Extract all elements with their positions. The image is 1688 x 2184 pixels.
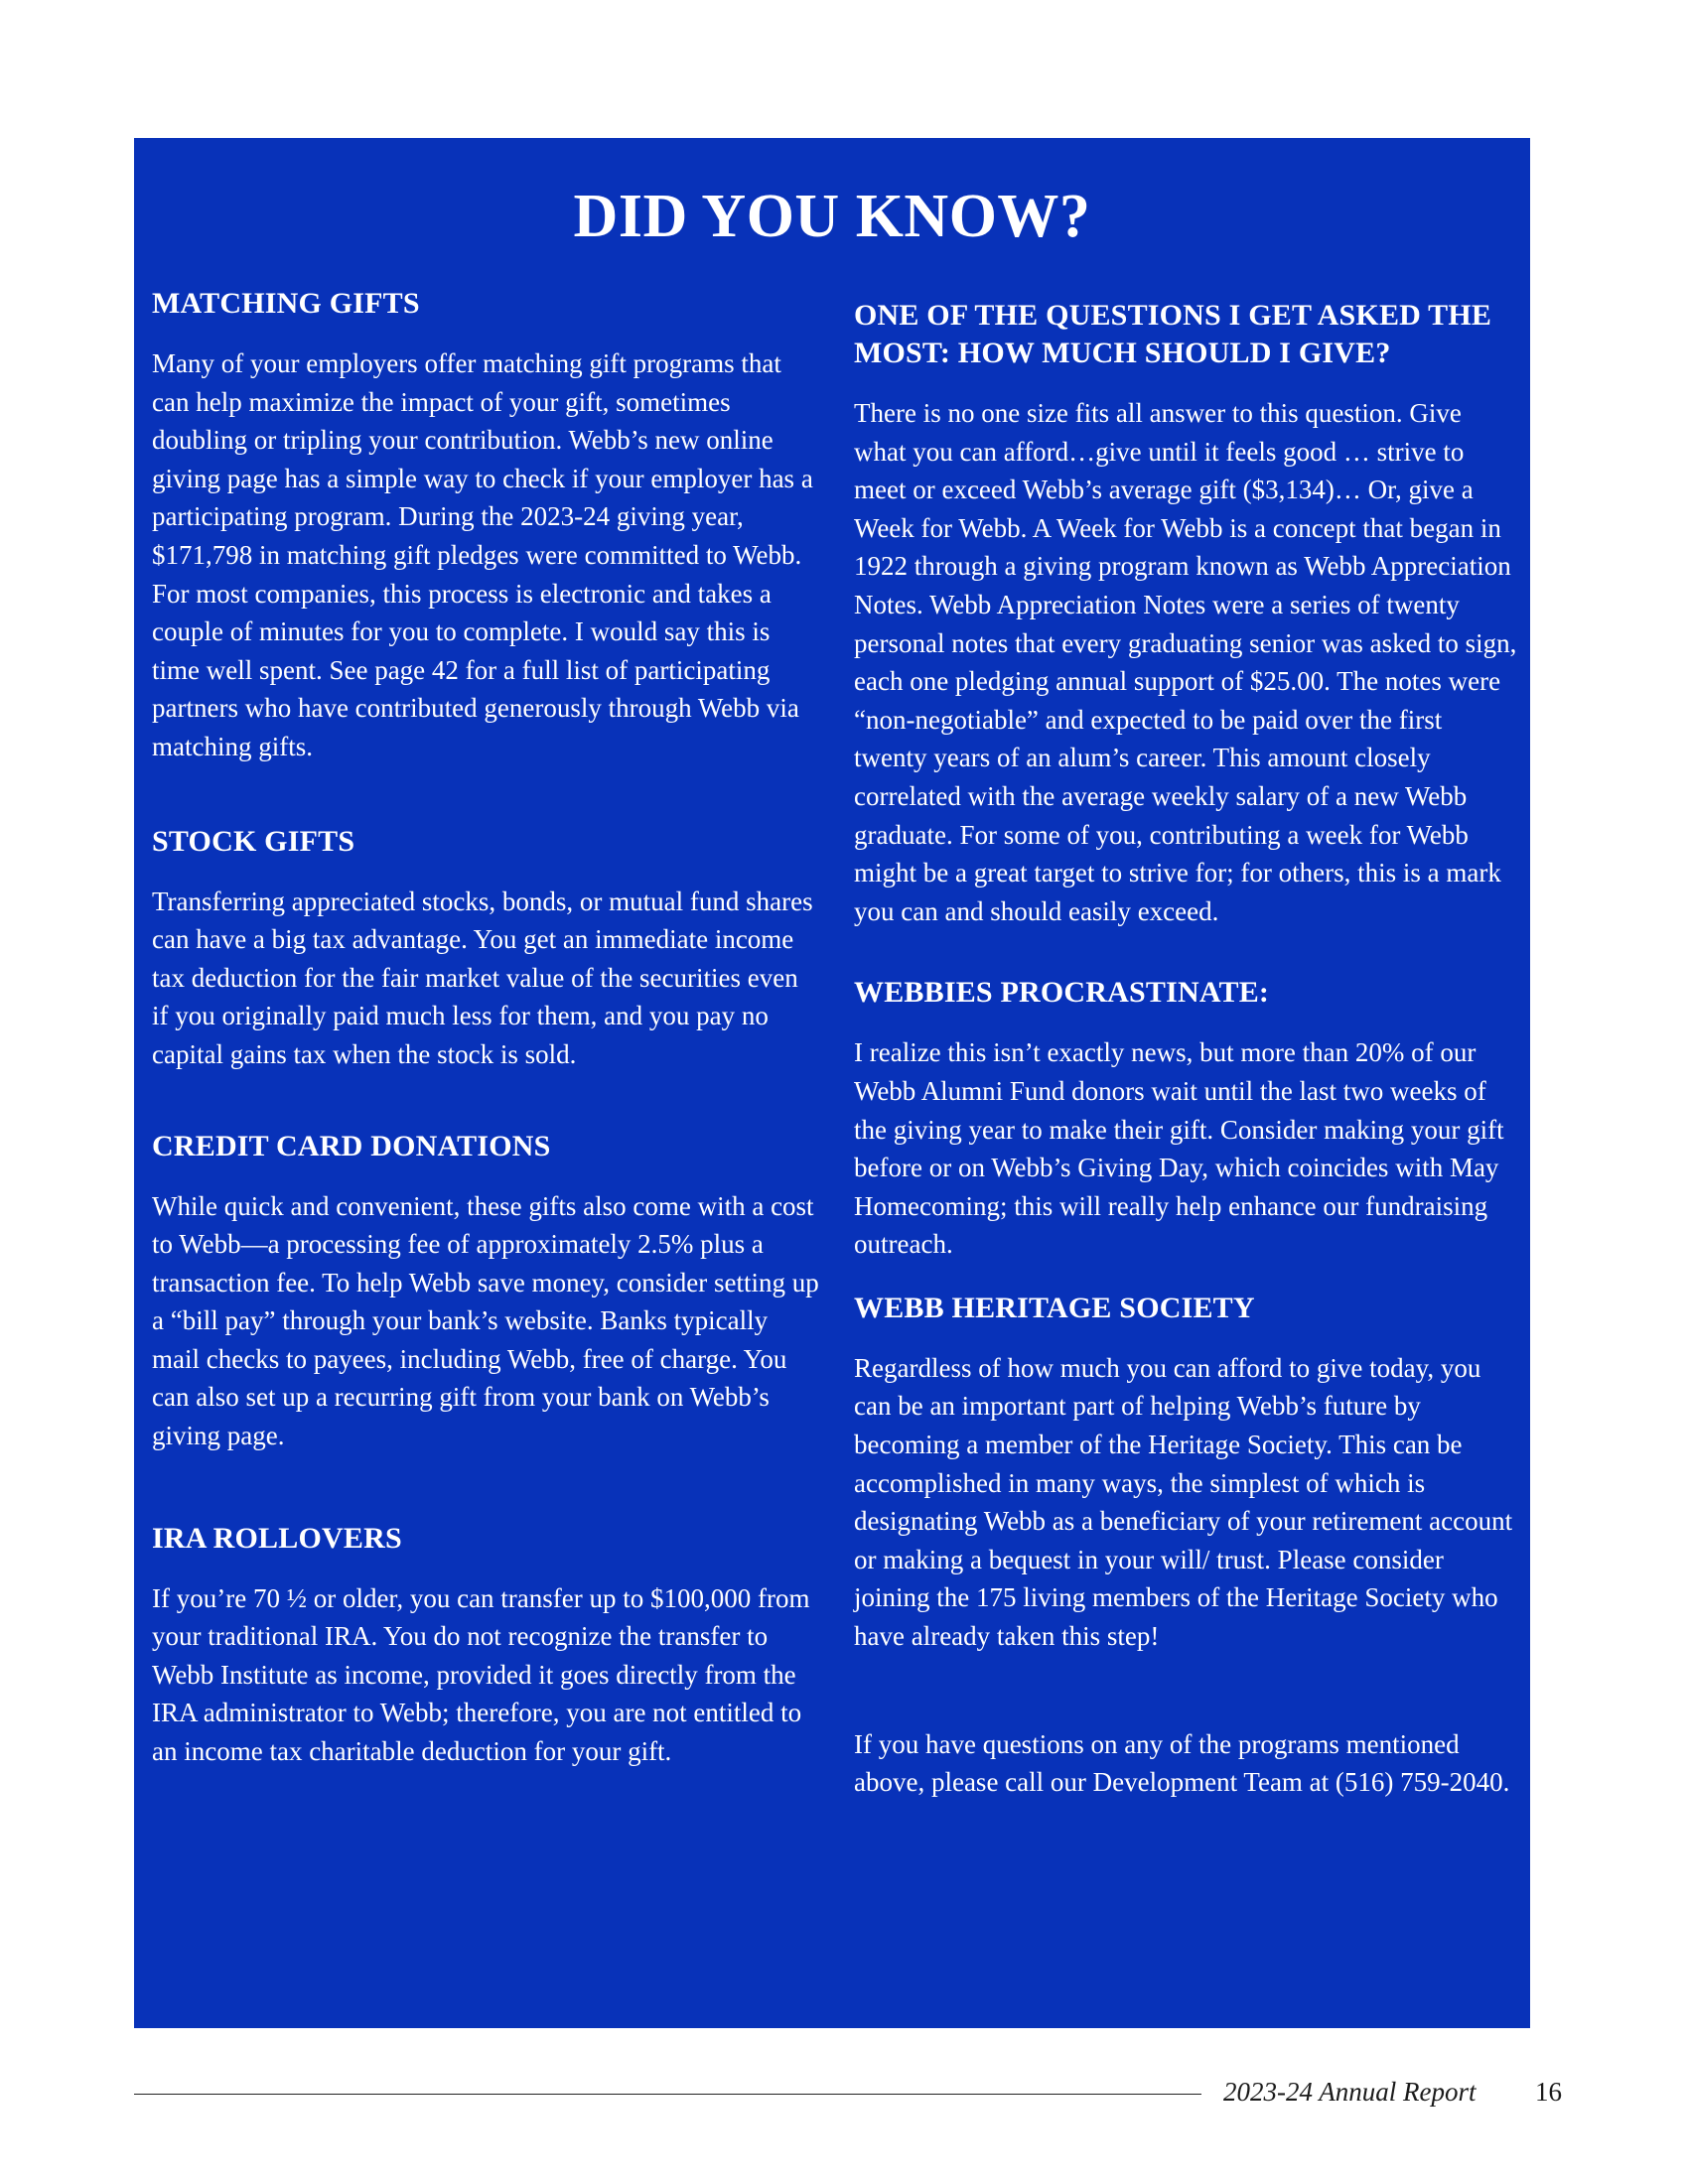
matching-gifts-body: Many of your employers offer matching gift programs that can help maximize the impact of your gift, sometimes doubling or tripling your contribution. Webb’s new online giving page has a simple way to check if your employer has a participating program. During the 2023-24 giving year, $171,798 in matching gift pledges were committed to Webb. For most companies, this process is electronic and takes a couple of minutes for you to complete. I would say this is time well spent. See page 42 for a full list of participating partners who have contributed generously through Webb via matching gifts.: [152, 348, 813, 761]
ira-rollovers-section: [152, 1520, 819, 1771]
heritage-society-body: Regardless of how much you can afford to give today, you can be an important part of helping Webb’s future by becoming a member of the Heritage Society. This can be accomplished in many ways, the simplest of which is designating Webb as a beneficiary of your retirement account or making a bequest in your will/ trust. Please consider joining the 175 living members of the Heritage Society who have already taken this step!: [854, 1352, 1513, 1652]
heritage-society-section: [854, 1290, 1519, 1656]
did-you-know-panel: [134, 138, 1530, 2028]
ira-rollovers-body: If you’re 70 ½ or older, you can transfer up to $100,000 from your traditional IRA. You do not recognize the transfer to Webb Institute as income, provided it goes directly from the IRA administrator to Webb; therefore, you are not entitled to an income tax charitable deduction for your gift.: [152, 1582, 810, 1767]
footer-divider: [134, 2094, 1201, 2095]
stock-gifts-body: Transferring appreciated stocks, bonds, or mutual fund shares can have a big tax advantage. You get an immediate income tax deduction for the fair market value of the securities even if you originally paid much less for them, and you pay no capital gains tax when the stock is sold.: [152, 886, 813, 1069]
credit-card-section: [152, 1128, 819, 1455]
stock-gifts-heading: STOCK GIFTS: [152, 824, 355, 858]
credit-card-heading: CREDIT CARD DONATIONS: [152, 1129, 551, 1162]
how-much-to-give-body: There is no one size fits all answer to this question. Give what you can afford…give until it feels good … strive to meet or exceed Webb’s average gift ($3,134)… Or, give a Week for Webb. A Week for Webb is a concept that began in 1922 through a giving program known as Webb Appreciation Notes. Webb Appreciation Notes were a series of twenty personal notes that every graduating senior was asked to sign, each one pledging annual support of $25.00. The notes were “non-negotiable” and expected to be paid over the first twenty years of an alum’s career. This amount closely correlated with the average weekly salary of a new Webb graduate. For some of you, contributing a week for Webb might be a great target to strive for; for others, this is a mark you can and should easily exceed.: [854, 398, 1517, 926]
stock-gifts-section: [152, 823, 819, 1074]
matching-gifts-heading: MATCHING GIFTS: [152, 287, 420, 320]
panel-title: DID YOU KNOW?: [573, 183, 1091, 250]
webbies-procrastinate-section: [854, 974, 1519, 1264]
right-column: [854, 285, 1519, 1802]
credit-card-body: While quick and convenient, these gifts also come with a cost to Webb—a processing fee of approximately 2.5% plus a transaction fee. To help Webb save money, consider setting up a “bill pay” through your bank’s website. Banks typically mail checks to payees, including Webb, free of charge. You can also set up a recurring gift from your bank on Webb’s giving page.: [152, 1190, 819, 1451]
matching-gifts-section: [152, 285, 819, 766]
contact-note: If you have questions on any of the programs mentioned above, please call our Development Team at (516) 759-2040.: [854, 1728, 1510, 1798]
webbies-procrastinate-heading: WEBBIES PROCRASTINATE:: [854, 976, 1270, 1010]
how-much-to-give-heading: ONE OF THE QUESTIONS I GET ASKED THE MOST: HOW MUCH SHOULD I GIVE?: [854, 299, 1492, 369]
footer-report-title: 2023-24 Annual Report: [1223, 2077, 1477, 2107]
webbies-procrastinate-body: I realize this isn’t exactly news, but more than 20% of our Webb Alumni Fund donors wait until the last two weeks of the giving year to make their gift. Consider making your gift before or on Webb’s Giving Day, which coincides with May Homecoming; this will really help enhance our fundraising outreach.: [854, 1037, 1504, 1260]
heritage-society-heading: WEBB HERITAGE SOCIETY: [854, 1291, 1255, 1324]
left-column: [152, 285, 819, 1771]
how-much-to-give-section: [854, 297, 1519, 930]
page-number: 16: [1535, 2077, 1562, 2107]
ira-rollovers-heading: IRA ROLLOVERS: [152, 1521, 402, 1555]
